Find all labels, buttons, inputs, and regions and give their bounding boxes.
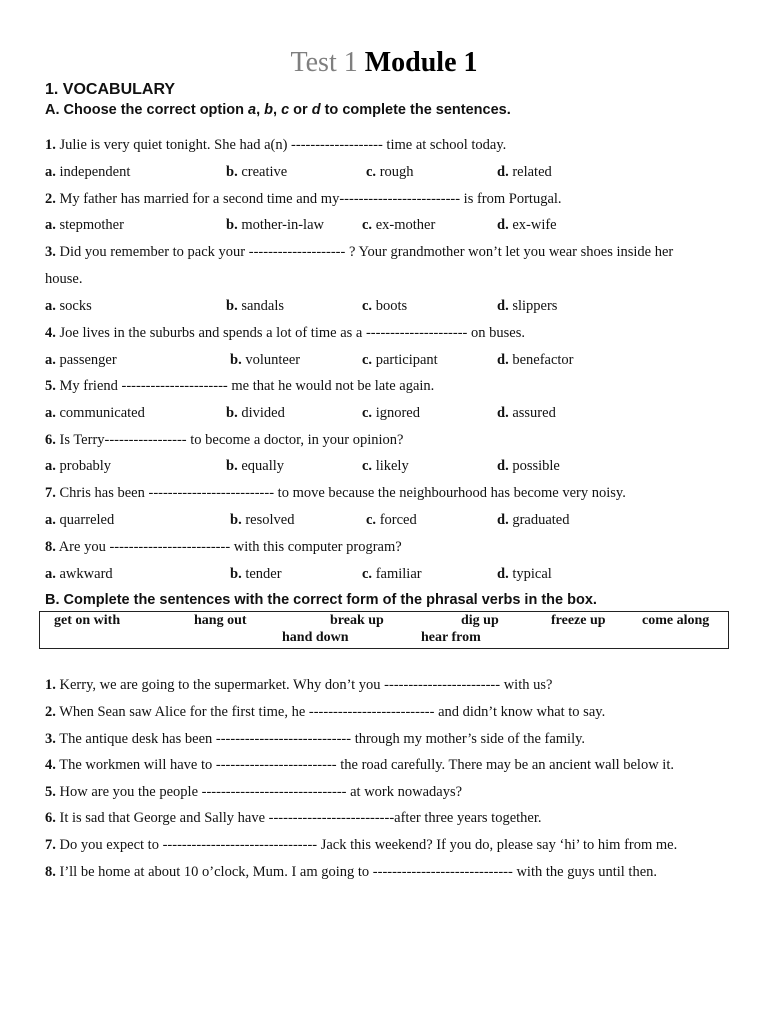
letter-c: c [281, 102, 290, 118]
option-letter: a. [45, 217, 56, 233]
option-text: equally [241, 458, 285, 474]
option-text: volunteer [245, 352, 301, 368]
vocabulary-heading: 1. VOCABULARY [45, 81, 176, 98]
sentence-number: 8. [45, 864, 56, 880]
option-text: passenger [59, 352, 117, 368]
sentence-text: When Sean saw Alice for the first time, he -------------------------- and didn’t know what to say. [59, 704, 606, 720]
sentence-number: 1. [45, 677, 56, 693]
option-text: benefactor [512, 352, 574, 368]
question-text: Are you ------------------------- with this computer program? [58, 539, 402, 555]
option-letter: a. [45, 298, 56, 314]
option-text: quarreled [59, 512, 115, 528]
question-number: 3. [45, 244, 56, 260]
option-letter: b. [226, 164, 238, 180]
option-d [497, 217, 557, 234]
sentence-number: 3. [45, 731, 56, 747]
option-a [45, 352, 117, 369]
option-c [362, 217, 435, 234]
question-1 [45, 137, 506, 154]
option-d [497, 405, 556, 422]
option-text: rough [379, 164, 414, 180]
option-letter: b. [226, 458, 238, 474]
option-text: ex-wife [512, 217, 557, 233]
option-c [362, 566, 422, 583]
sentence-text: I’ll be home at about 10 o’clock, Mum. I am going to ----------------------------- with the guys until then. [59, 864, 658, 880]
option-letter: d. [497, 405, 509, 421]
verb-item: hang out [194, 613, 247, 628]
sentence-1 [45, 677, 552, 694]
verb-item: break up [330, 613, 384, 628]
option-text: ex-mother [375, 217, 436, 233]
option-letter: d. [497, 566, 509, 582]
option-letter: c. [362, 217, 373, 233]
question-7 [45, 485, 626, 502]
option-c [362, 405, 420, 422]
title-test: Test 1 [290, 47, 358, 78]
option-b [230, 512, 294, 529]
option-letter: b. [226, 298, 238, 314]
option-d [497, 352, 574, 369]
option-letter: b. [230, 352, 242, 368]
option-text: graduated [512, 512, 570, 528]
option-letter: d. [497, 298, 509, 314]
sentence-6 [45, 810, 542, 827]
option-text: probably [59, 458, 112, 474]
option-a [45, 566, 113, 583]
instruction-b: B. Complete the sentences with the correct form of the phrasal verbs in the box. [45, 592, 597, 608]
instruction-a-start: A. Choose the correct option [45, 102, 249, 118]
question-text: Is Terry----------------- to become a doctor, in your opinion? [59, 432, 404, 448]
question-text: Did you remember to pack your -------------------- ? Your grandmother won’t let you wear shoes inside her [59, 244, 674, 260]
option-d [497, 298, 557, 315]
option-letter: a. [45, 566, 56, 582]
sentence-4 [45, 757, 674, 774]
option-b [230, 352, 300, 369]
question-number: 7. [45, 485, 56, 501]
sentence-number: 6. [45, 810, 56, 826]
question-4 [45, 325, 525, 342]
question-2 [45, 191, 562, 208]
sentence-text: How are you the people ------------------------------ at work nowadays? [59, 784, 463, 800]
option-d [497, 164, 552, 181]
question-5 [45, 378, 434, 395]
sentence-7 [45, 837, 677, 854]
sentence-number: 7. [45, 837, 56, 853]
option-letter: c. [366, 512, 377, 528]
option-text: tender [245, 566, 282, 582]
verb-item: hear from [421, 630, 481, 645]
option-letter: b. [230, 512, 242, 528]
option-text: possible [512, 458, 560, 474]
option-text: forced [379, 512, 417, 528]
question-6 [45, 432, 403, 449]
option-letter: c. [362, 566, 373, 582]
option-letter: d. [497, 217, 509, 233]
question-text: My father has married for a second time and my------------------------- is from Portugal. [59, 191, 562, 207]
option-letter: b. [226, 405, 238, 421]
option-letter: c. [362, 458, 373, 474]
question-number: 4. [45, 325, 56, 341]
sentence-text: It is sad that George and Sally have --------------------------after three years together. [59, 810, 542, 826]
question-number: 8. [45, 539, 56, 555]
option-text: assured [512, 405, 556, 421]
verb-item: freeze up [551, 613, 606, 628]
option-a [45, 298, 92, 315]
option-text: creative [241, 164, 288, 180]
option-letter: c. [366, 164, 377, 180]
option-c [362, 352, 438, 369]
option-c [362, 298, 407, 315]
option-letter: c. [362, 298, 373, 314]
option-letter: c. [362, 352, 373, 368]
option-c [366, 164, 414, 181]
option-b [226, 298, 284, 315]
option-letter: d. [497, 352, 509, 368]
option-text: familiar [375, 566, 422, 582]
option-text: communicated [59, 405, 145, 421]
option-text: typical [512, 566, 552, 582]
option-text: mother-in-law [241, 217, 324, 233]
option-letter: d. [497, 458, 509, 474]
sentence-number: 2. [45, 704, 56, 720]
option-letter: a. [45, 458, 56, 474]
option-letter: d. [497, 512, 509, 528]
option-text: stepmother [59, 217, 124, 233]
option-letter: a. [45, 164, 56, 180]
option-letter: c. [362, 405, 373, 421]
sentence-number: 4. [45, 757, 56, 773]
option-text: sandals [241, 298, 285, 314]
option-c [366, 512, 417, 529]
sentence-3 [45, 731, 585, 748]
option-text: awkward [59, 566, 113, 582]
option-b [226, 405, 285, 422]
option-text: boots [375, 298, 408, 314]
option-b [226, 217, 324, 234]
option-a [45, 405, 145, 422]
option-a [45, 164, 130, 181]
question-8 [45, 539, 402, 556]
sentence-text: Do you expect to -------------------------------- Jack this weekend? If you do, please say ‘hi’ to him from me. [59, 837, 678, 853]
option-d [497, 566, 552, 583]
option-d [497, 458, 560, 475]
instruction-a: A. Choose the correct option a, b, c or d to complete the sentences. [45, 102, 511, 118]
option-b [226, 458, 284, 475]
sentence-text: Kerry, we are going to the supermarket. Why don’t you ------------------------ with us? [59, 677, 553, 693]
option-text: socks [59, 298, 92, 314]
question-text: My friend ---------------------- me that he would not be late again. [59, 378, 435, 394]
question-number: 5. [45, 378, 56, 394]
letter-d: d [311, 102, 321, 118]
sentence-5 [45, 784, 462, 801]
option-a [45, 217, 124, 234]
option-letter: b. [230, 566, 242, 582]
option-d [497, 512, 570, 529]
option-text: ignored [375, 405, 420, 421]
sentence-8 [45, 864, 657, 881]
question-number: 1. [45, 137, 56, 153]
option-a [45, 458, 111, 475]
verb-item: hand down [282, 630, 349, 645]
option-c [362, 458, 409, 475]
verb-item: dig up [461, 613, 499, 628]
letter-b: b [264, 102, 274, 118]
verb-item: get on with [54, 613, 121, 628]
option-a [45, 512, 114, 529]
option-letter: a. [45, 405, 56, 421]
option-text: related [512, 164, 552, 180]
sentence-text: The workmen will have to ------------------------- the road carefully. There may be an ancient wall below it. [59, 757, 674, 773]
option-letter: d. [497, 164, 509, 180]
option-b [230, 566, 282, 583]
option-text: resolved [245, 512, 295, 528]
page-title [0, 46, 768, 80]
question-3 [45, 244, 673, 261]
option-letter: a. [45, 352, 56, 368]
option-text: participant [375, 352, 438, 368]
question-text: Joe lives in the suburbs and spends a lot of time as a --------------------- on buses. [59, 325, 525, 341]
question-number: 6. [45, 432, 56, 448]
sentence-2 [45, 704, 605, 721]
instruction-a-end: to complete the sentences. [320, 102, 511, 118]
option-b [226, 164, 287, 181]
phrasal-verbs-box [39, 611, 729, 649]
title-module: Module 1 [364, 47, 478, 78]
sentence-text: The antique desk has been ---------------------------- through my mother’s side of the family. [59, 731, 586, 747]
verb-item: come along [642, 613, 710, 628]
question-3-continued: house. [45, 271, 83, 287]
sentence-number: 5. [45, 784, 56, 800]
option-text: slippers [512, 298, 558, 314]
letter-a: a [248, 102, 257, 118]
option-text: independent [59, 164, 131, 180]
question-number: 2. [45, 191, 56, 207]
option-letter: b. [226, 217, 238, 233]
option-text: divided [241, 405, 285, 421]
question-text: Chris has been -------------------------- to move because the neighbourhood has become very noisy. [59, 485, 626, 501]
question-text: Julie is very quiet tonight. She had a(n) ------------------- time at school today. [59, 137, 507, 153]
option-text: likely [375, 458, 409, 474]
option-letter: a. [45, 512, 56, 528]
